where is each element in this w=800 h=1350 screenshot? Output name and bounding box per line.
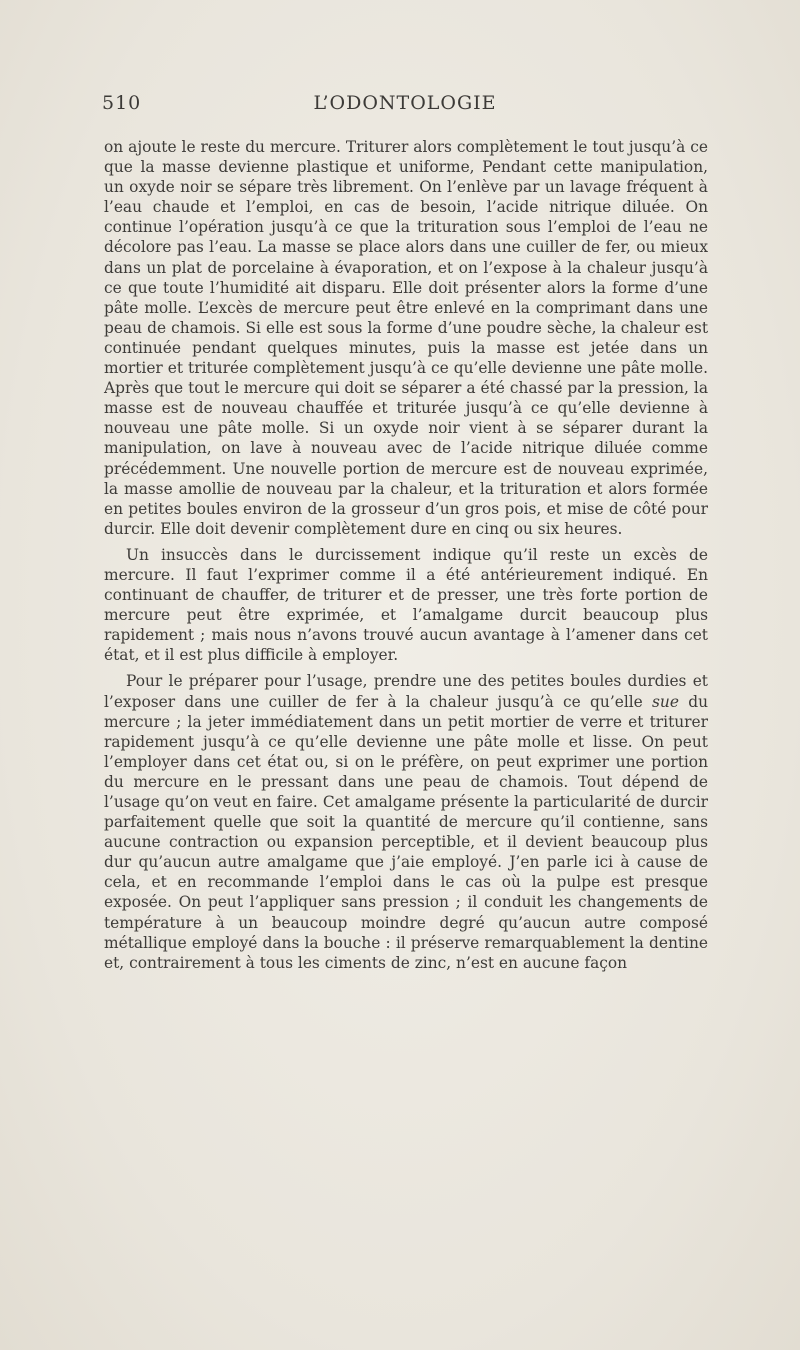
paragraph-3-part-2: du mercure ; la jeter immédiatement dans un petit mortier de verre et triturer rapidement jusqu’à ce qu’elle devienne une pâte molle et lisse. On peut l’employer dans cet état ou, si on le préfère, on peut exprimer une portion du mercure en le pressant dans une peau de chamois. Tout dépend de l’usage qu’on veut en faire. Cet amalgame présente la particularité de durcir parfaitement quelle que soit la quantité de mercure qu’il contienne, sans aucune contraction ou expansion perceptible, et il devient beaucoup plus dur qu’aucun autre amalgame que j’aie employé. J’en parle ici à cause de cela, et en recommande l’emploi dans le cas où la pulpe est presque exposée. On peut l’appliquer sans pression ; il conduit les changements de température à un beaucoup moindre degré qu’aucun autre composé métallique employé dans la bouche : il préserve remarquablement la dentine et, contrairement à tous les ciments de zinc, n’est en aucune façon xyxy=(104,692,708,972)
paragraph-3-part-1: Pour le préparer pour l’usage, prendre une des petites boules durdies et l’exposer dans une cuiller de fer à la chaleur jusqu’à ce qu’elle xyxy=(104,672,708,711)
paragraph-3 xyxy=(104,671,708,972)
paragraph-2: Un insuccès dans le durcissement indique qu’il reste un excès de mercure. Il faut l’exprimer comme il a été antérieurement indiqué. En continuant de chauffer, de triturer et de presser, une très forte portion de mercure peut être exprimée, et l’amalgame durcit beaucoup plus rapidement ; mais nous n’avons trouvé aucun avantage à l’amener dans cet état, et il est plus difficile à employer. xyxy=(104,545,708,665)
body-text xyxy=(104,137,708,973)
italic-word: sue xyxy=(652,692,679,711)
journal-title: L’ODONTOLOGIE xyxy=(313,92,497,114)
running-head xyxy=(102,92,708,122)
page-number: 510 xyxy=(102,92,142,114)
paragraph-1: on ajoute le reste du mercure. Triturer alors complètement le tout jusqu’à ce que la masse devienne plastique et uniforme, Pendant cette manipulation, un oxyde noir se sépare très librement. On l’enlève par un lavage fréquent à l’eau chaude et l’emploi, en cas de besoin, l’acide nitrique diluée. On continue l’opération jusqu’à ce que la trituration sous l’emploi de l’eau ne décolore pas l’eau. La masse se place alors dans une cuiller de fer, ou mieux dans un plat de porcelaine à évaporation, et on l’expose à la chaleur jusqu’à ce que toute l’humidité ait disparu. Elle doit présenter alors la forme d’une pâte molle. L’excès de mercure peut être enlevé en la comprimant dans une peau de chamois. Si elle est sous la forme d’une poudre sèche, la chaleur est continuée pendant quelques minutes, puis la masse est jetée dans un mortier et triturée complètement jusqu’à ce qu’elle devienne une pâte molle. Après que tout le mercure qui doit se séparer a été chassé par la pression, la masse est de nouveau chauffée et triturée jusqu’à ce qu’elle devienne à nouveau une pâte molle. Si un oxyde noir vient à se séparer durant la manipulation, on lave à nouveau avec de l’acide nitrique diluée comme précédemment. Une nouvelle portion de mercure est de nouveau exprimée, la masse amollie de nouveau par la chaleur, et la trituration et alors formée en petites boules environ de la grosseur d’un gros pois, et mise de côté pour durcir. Elle doit devenir complètement dure en cinq ou six heures. xyxy=(104,138,708,538)
